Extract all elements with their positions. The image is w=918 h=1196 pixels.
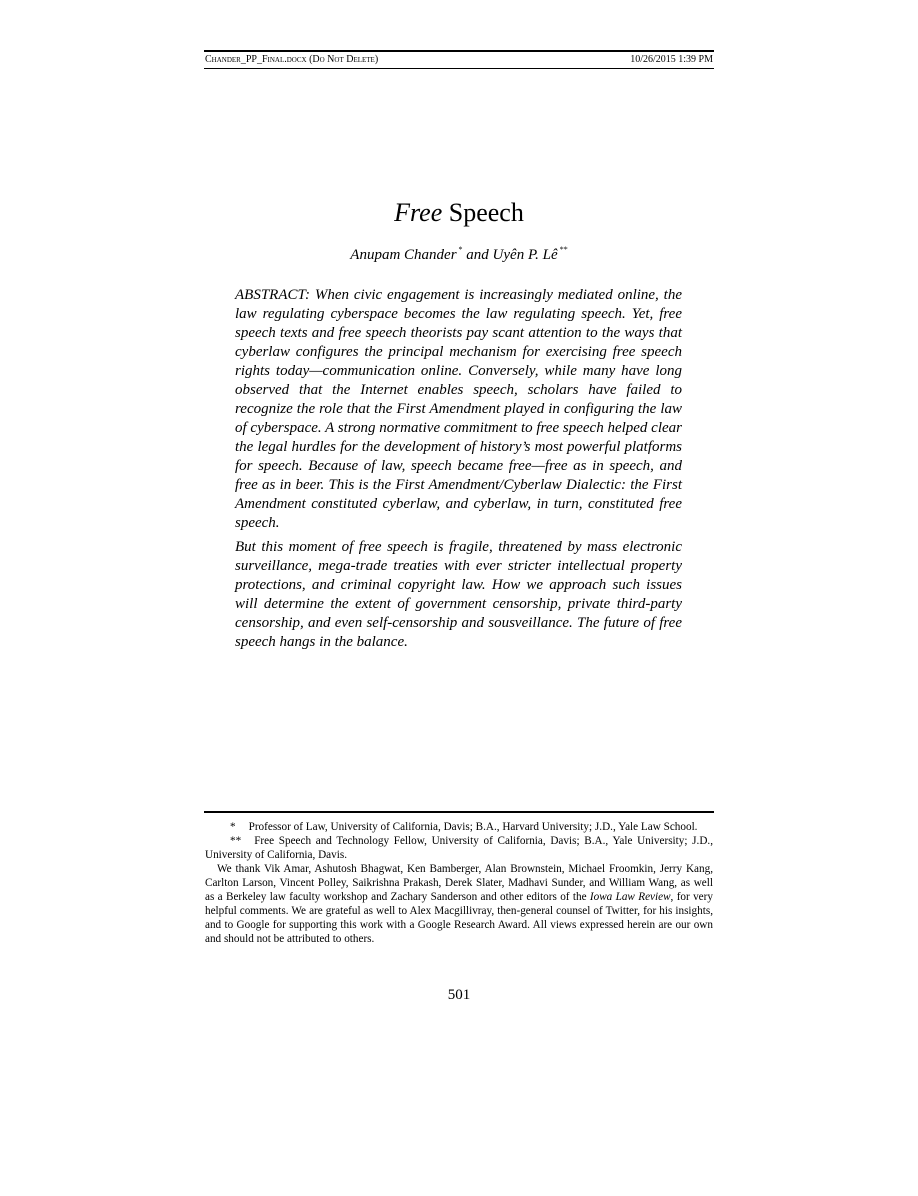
abstract-paragraph-2: But this moment of free speech is fragile, threatened by mass electronic surveillance, mega-trade treaties with ever stricter intellectual property protections, and criminal copyright law. How we approach such issues will determine the extent of government censorship, private third-party censorship, and even self-censorship and sousveillance. The future of free speech hangs in the balance. bbox=[235, 539, 682, 650]
page-number: 501 bbox=[447, 987, 471, 1003]
footnote-1-text: Professor of Law, University of California, Davis; B.A., Harvard University; J.D., Yale Law School. bbox=[248, 821, 698, 833]
acknowledgments-text-after: , for very helpful comments. We are grateful as well to Alex Macgillivray, then-general counsel of Twitter, for his insights, and to Google for supporting this work with a Google Research Award. All views expressed herein are our own and should not be attributed to others. bbox=[205, 891, 713, 945]
author-1-footnote-mark: * bbox=[458, 245, 463, 254]
footnote-2-text: Free Speech and Technology Fellow, University of California, Davis; B.A., Yale University; J.D., University of California, Davis. bbox=[205, 835, 713, 861]
header-timestamp: 10/26/2015 1:39 PM bbox=[630, 54, 713, 65]
footnote-2-mark: ** bbox=[230, 835, 242, 847]
footnote-2 bbox=[205, 834, 713, 862]
footnotes bbox=[205, 820, 713, 946]
footnote-1-mark: * bbox=[230, 821, 236, 833]
title-emphasis: Free bbox=[394, 198, 443, 227]
running-header bbox=[204, 50, 714, 69]
author-connector: and bbox=[462, 247, 493, 263]
abstract-paragraph-1: ABSTRACT: When civic engagement is increasingly mediated online, the law regulating cyberspace becomes the law regulating speech. Yet, free speech texts and free speech theorists pay scant attention to the ways that cyberlaw configures the principal mechanism for exercising free speech rights today—communication online. Conversely, while many have long observed that the Internet enables speech, scholars have failed to recognize the role that the First Amendment played in configuring the law of cyberspace. A strong normative commitment to free speech helped clear the legal hurdles for the development of history’s most powerful platforms for speech. Because of law, speech became free—free as in speech, and free as in beer. This is the First Amendment/Cyberlaw Dialectic: the First Amendment constituted cyberlaw, and cyberlaw, in turn, constituted free speech. bbox=[235, 287, 682, 531]
author-line bbox=[0, 240, 918, 265]
footnote-1 bbox=[205, 820, 713, 834]
author-2-footnote-mark: ** bbox=[559, 245, 568, 254]
journal-name: Iowa Law Review bbox=[589, 891, 671, 903]
acknowledgments-text-before: We thank Vik Amar, Ashutosh Bhagwat, Ken Bamberger, Alan Brownstein, Michael Froomkin, Jerry Kang, Carlton Larson, Vincent Polley, Saikrishna Prakash, Derek Slater, Madhavi Sunder, and William Wang, as well as a Berkeley law faculty workshop and Zachary Sanderson and other editors of the bbox=[205, 863, 713, 903]
title-rest: Speech bbox=[442, 198, 524, 227]
footnote-divider bbox=[204, 811, 714, 813]
abstract bbox=[235, 286, 682, 657]
author-1: Anupam Chander bbox=[350, 247, 457, 263]
article-title bbox=[0, 196, 918, 230]
acknowledgments bbox=[205, 862, 713, 946]
header-file-label: Chander_PP_Final.docx (Do Not Delete) bbox=[205, 54, 379, 65]
author-2: Uyên P. Lê bbox=[492, 247, 558, 263]
